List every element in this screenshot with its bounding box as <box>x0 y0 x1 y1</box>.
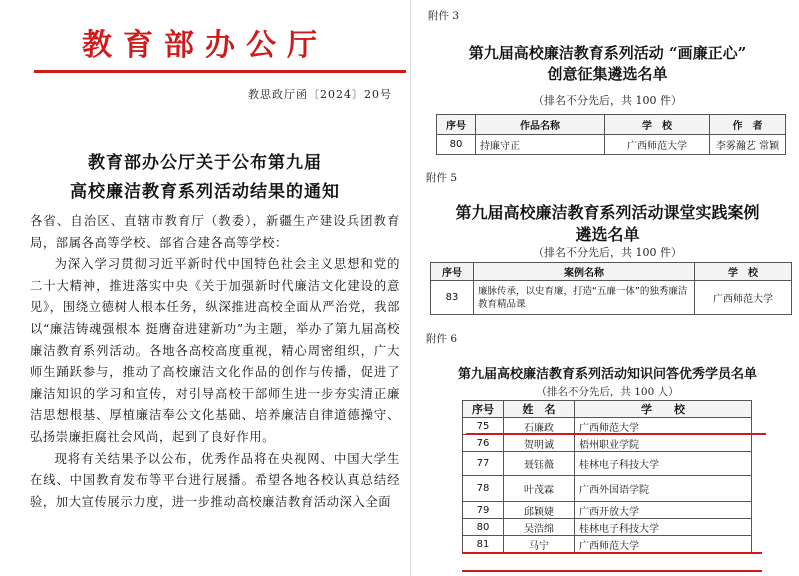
cell-name: 石廉政 <box>504 418 575 435</box>
header-cell: 学 校 <box>695 263 792 281</box>
annex6-panel <box>416 318 799 576</box>
table-row <box>463 502 752 519</box>
notice-title-line1: 教育部办公厅关于公布第九届 <box>88 153 322 173</box>
cell-index: 76 <box>463 435 504 452</box>
cell-school: 广西师范大学 <box>575 536 752 553</box>
cell-index: 81 <box>463 536 504 553</box>
cell-index: 79 <box>463 502 504 519</box>
highlight-underline-middle <box>462 552 762 554</box>
annex6-label: 附件 6 <box>426 333 458 345</box>
annex3-panel <box>416 0 799 172</box>
cell-name: 聂钰薇 <box>504 452 575 476</box>
annex6-table <box>462 400 752 553</box>
header-cell: 学 校 <box>575 401 752 418</box>
annex5-note: （排名不分先后，共 100 件） <box>533 246 682 259</box>
cell-index: 80 <box>437 135 476 155</box>
cell-school: 广西外国语学院 <box>575 476 752 502</box>
table-header-row <box>437 115 786 135</box>
cell-name: 叶茂霖 <box>504 476 575 502</box>
header-cell: 序号 <box>431 263 474 281</box>
table-row <box>463 452 752 476</box>
cell-work-title: 持廉守正 <box>476 135 605 155</box>
annex5-title-line1: 第九届高校廉洁教育系列活动课堂实践案例 <box>455 203 760 222</box>
table-row <box>463 519 752 536</box>
cell-index: 83 <box>431 281 474 315</box>
addressee-paragraph: 各省、自治区、直辖市教育厅（教委），新疆生产建设兵团教育局，部属各高等学校、部省合建各高等学校： <box>30 214 400 250</box>
table-row <box>437 135 786 155</box>
body-paragraph-2: 现将有关结果予以公布，优秀作品将在央视网、中国大学生在线、中国教育发布等平台进行展播。希望各地各校认真总结经验，加大宣传展示力度，进一步推动高校廉洁教育活动深入全面 <box>30 451 400 509</box>
table-header-row <box>463 401 752 418</box>
table-header-row <box>431 263 792 281</box>
cell-case-title: 廉脉传承，以史育廉，打造“五廉一体”的独秀廉洁教育精品课 <box>474 281 695 315</box>
cell-index: 78 <box>463 476 504 502</box>
header-cell: 序号 <box>437 115 476 135</box>
cell-school: 广西师范大学 <box>695 281 792 315</box>
annex3-title-line1: 第九届高校廉洁教育系列活动 “画廉正心” <box>468 44 747 62</box>
highlight-underline-top <box>466 433 766 435</box>
header-cell: 案例名称 <box>474 263 695 281</box>
header-cell: 学 校 <box>605 115 710 135</box>
annex3-table <box>436 114 786 155</box>
annex5-panel <box>416 168 799 314</box>
annex3-label: 附件 3 <box>428 10 460 22</box>
table-row <box>463 418 752 435</box>
cell-school: 广西开放大学 <box>575 502 752 519</box>
table-row <box>463 476 752 502</box>
annex3-note: （排名不分先后，共 100 件） <box>533 94 682 107</box>
annex5-title-line2: 遴选名单 <box>575 225 640 244</box>
document-number: 教思政厅函〔2024〕20号 <box>248 88 392 101</box>
cell-name: 邱颖婕 <box>504 502 575 519</box>
notice-title-line2: 高校廉洁教育系列活动结果的通知 <box>70 182 340 202</box>
cell-school: 广西师范大学 <box>575 418 752 435</box>
cell-index: 75 <box>463 418 504 435</box>
body-paragraph-1: 为深入学习贯彻习近平新时代中国特色社会主义思想和党的二十大精神，推进落实中央《关于加强新时代廉洁文化建设的意见》，围绕立德树人根本任务，纵深推进高校全面从严治党，我部以“廉洁铸魂强根本 挺膺奋进建新功”为主题，举办了第九届高校廉洁教育系列活动。各地各高校高度重视，精心周密组织，广大师生踊跃参与，推动了高校廉洁文化作品的创作与传播，促进了廉洁知识的学习和宣传，对引导高校干部师生进一步夯实清正廉洁思想根基、厚植廉洁奉公文化基础、培养廉洁自律道德操守、弘扬崇廉拒腐社会风尚，起到了良好作用。 <box>30 257 400 444</box>
table-row <box>463 536 752 553</box>
issuing-office: 教育部办公厅 <box>82 28 328 63</box>
header-cell: 作品名称 <box>476 115 605 135</box>
cell-index: 80 <box>463 519 504 536</box>
table-row <box>463 435 752 452</box>
annex6-title: 第九届高校廉洁教育系列活动知识问答优秀学员名单 <box>457 367 757 382</box>
annex5-table <box>430 262 792 315</box>
header-cell: 作 者 <box>710 115 786 135</box>
cell-school: 广西师范大学 <box>605 135 710 155</box>
notice-body <box>30 211 400 513</box>
cell-school: 梧州职业学院 <box>575 435 752 452</box>
annex6-note: （排名不分先后，共 100 人） <box>536 386 679 398</box>
highlight-underline-bottom <box>462 570 762 572</box>
annex5-label: 附件 5 <box>426 172 458 184</box>
table-row <box>431 281 792 315</box>
cell-author: 李雾瀚艺 常颖 <box>710 135 786 155</box>
cell-name: 贺明诚 <box>504 435 575 452</box>
header-cell: 姓 名 <box>504 401 575 418</box>
annex3-title-line2: 创意征集遴选名单 <box>547 65 668 83</box>
cell-name: 马宁 <box>504 536 575 553</box>
cell-school: 桂林电子科技大学 <box>575 452 752 476</box>
red-header-rule <box>34 70 406 73</box>
cell-index: 77 <box>463 452 504 476</box>
header-cell: 序号 <box>463 401 504 418</box>
cell-school: 桂林电子科技大学 <box>575 519 752 536</box>
cell-name: 吴浩绵 <box>504 519 575 536</box>
